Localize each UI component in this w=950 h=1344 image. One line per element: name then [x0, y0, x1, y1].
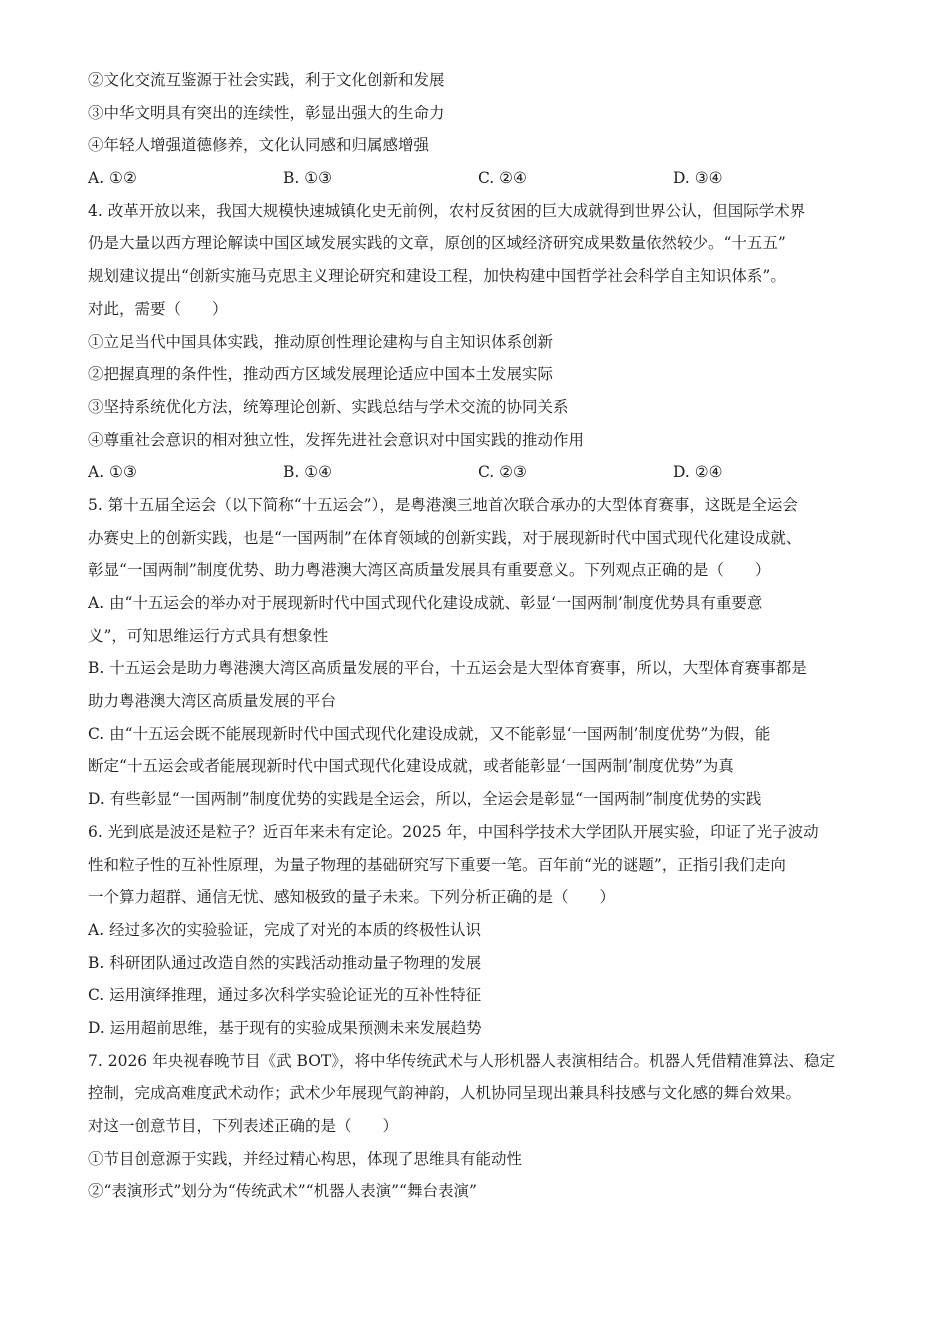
statement-item: ④年轻人增强道德修养，文化认同感和归属感增强: [88, 136, 430, 155]
question-stem-line: 6. 光到底是波还是粒子？近百年来未有定论。2025 年，中国科学技术大学团队开展实验，印证了光子波动: [88, 822, 819, 841]
option-b: B. ①④: [283, 463, 333, 482]
statement-item: ②把握真理的条件性，推动西方区域发展理论适应中国本土发展实际: [88, 365, 554, 384]
question-4: [88, 195, 888, 489]
question-stem-line: 5. 第十五届全运会（以下简称“十五运会”），是粤港澳三地首次联合承办的大型体育赛事，这既是全运会: [88, 495, 798, 514]
choice-line: B. 科研团队通过改造自然的实践活动推动量子物理的发展: [88, 953, 482, 972]
choice-line: A. 经过多次的实验验证，完成了对光的本质的终极性认识: [88, 920, 482, 939]
choice-line: C. 由“十五运会既不能展现新时代中国式现代化建设成就，又不能彰显‘一国两制’制度优势”为假，能: [88, 724, 771, 743]
choice-line: D. 有些彰显“一国两制”制度优势的实践是全运会，所以，全运会是彰显“一国两制”制度优势的实践: [88, 790, 762, 809]
choice-line: B. 十五运会是助力粤港澳大湾区高质量发展的平台，十五运会是大型体育赛事，所以，大型体育赛事都是: [88, 659, 807, 678]
question-stem-line: 对此，需要（ ）: [88, 299, 228, 318]
question-stem-line: 一个算力超群、通信无忧、感知极致的量子未来。下列分析正确的是（ ）: [88, 888, 616, 907]
question-stem-line: 性和粒子性的互补性原理，为量子物理的基础研究写下重要一笔。百年前“光的谜题”，正指引我们走向: [88, 855, 786, 874]
statement-item: ③坚持系统优化方法，统筹理论创新、实践总结与学术交流的协同关系: [88, 397, 569, 416]
question-7: [88, 1045, 888, 1208]
option-b: B. ①③: [283, 169, 333, 188]
option-a: A. ①③: [88, 463, 137, 482]
choice-line: A. 由“十五运会的举办对于展现新时代中国式现代化建设成就、彰显‘一国两制’制度优势具有重要意: [88, 594, 763, 612]
option-c: C. ②③: [478, 463, 527, 482]
choice-line: D. 运用超前思维，基于现有的实验成果预测未来发展趋势: [88, 1018, 482, 1037]
answer-options-row: [88, 162, 888, 195]
question-3-tail: [88, 64, 888, 195]
option-c: C. ②④: [478, 169, 527, 188]
statement-item: ②文化交流互鉴源于社会实践，利于文化创新和发展: [88, 71, 445, 89]
choice-line: 断定“十五运会或者能展现新时代中国式现代化建设成就，或者能彰显‘一国两制’制度优势”为真: [88, 757, 734, 776]
question-stem-line: 办赛史上的创新实践，也是“一国两制”在体育领域的创新实践，对于展现新时代中国式现代化建设成就、: [88, 528, 802, 547]
statement-item: ①立足当代中国具体实践，推动原创性理论建构与自主知识体系创新: [88, 332, 554, 351]
question-5: [88, 489, 888, 816]
question-stem-line: 仍是大量以西方理论解读中国区域发展实践的文章，原创的区域经济研究成果数量依然较少。“十五五”: [88, 234, 786, 253]
exam-page: [88, 64, 888, 1208]
statement-item: ③中华文明具有突出的连续性，彰显出强大的生命力: [88, 103, 445, 122]
choice-line: 义”，可知思维运行方式具有想象性: [88, 626, 329, 645]
statement-item: ②“表演形式”划分为“传统武术”“机器人表演”“舞台表演”: [88, 1182, 477, 1201]
question-stem-line: 4. 改革开放以来，我国大规模快速城镇化史无前例，农村反贫困的巨大成就得到世界公认，但国际学术界: [88, 201, 806, 220]
statement-item: ①节目创意源于实践，并经过精心构思，体现了思维具有能动性: [88, 1149, 523, 1168]
statement-item: ④尊重社会意识的相对独立性，发挥先进社会意识对中国实践的推动作用: [88, 430, 585, 449]
option-d: D. ③④: [673, 169, 723, 188]
option-d: D. ②④: [673, 463, 723, 482]
question-6: [88, 816, 888, 1045]
question-stem-line: 7. 2026 年央视春晚节目《武 BOT》，将中华传统武术与人形机器人表演相结合。机器人凭借精准算法、稳定: [88, 1051, 835, 1070]
choice-line: C. 运用演绎推理，通过多次科学实验论证光的互补性特征: [88, 986, 482, 1005]
choice-line: 助力粤港澳大湾区高质量发展的平台: [88, 692, 337, 711]
option-a: A. ①②: [88, 169, 137, 188]
question-stem-line: 彰显“一国两制”制度优势、助力粤港澳大湾区高质量发展具有重要意义。下列观点正确的是（ ）: [88, 561, 771, 580]
question-stem-line: 对这一创意节目，下列表述正确的是（ ）: [88, 1117, 399, 1135]
question-stem-line: 控制，完成高难度武术动作；武术少年展现气韵神韵，人机协同呈现出兼具科技感与文化感的舞台效果。: [88, 1084, 802, 1103]
question-stem-line: 规划建议提出“创新实施马克思主义理论研究和建设工程，加快构建中国哲学社会科学自主知识体系”。: [88, 267, 786, 286]
answer-options-row: [88, 456, 888, 489]
